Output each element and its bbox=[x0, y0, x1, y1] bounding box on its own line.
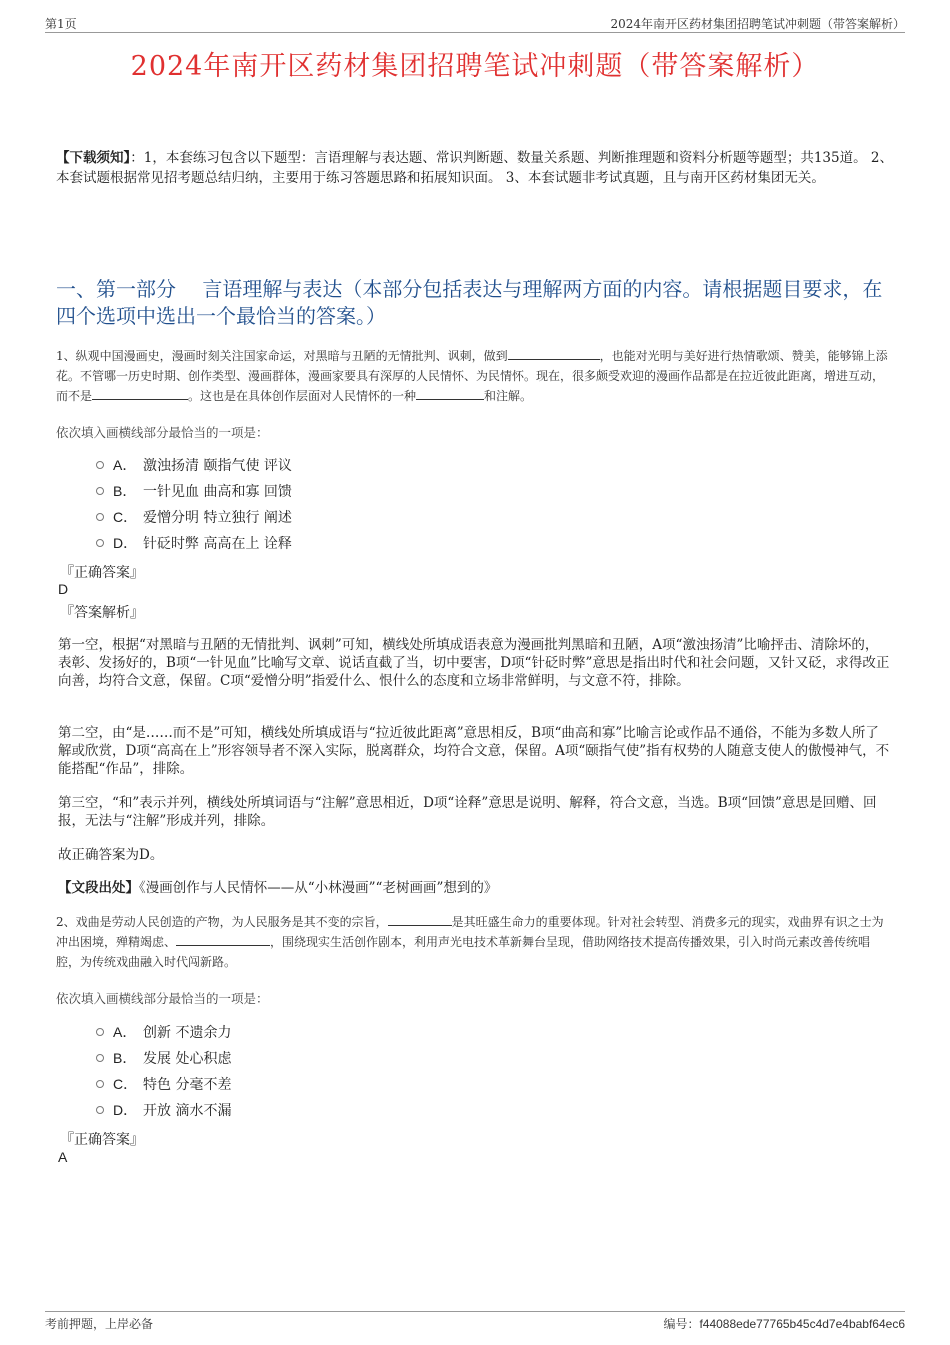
q1-answer: D bbox=[58, 581, 69, 597]
q1-source-label: 【文段出处】 bbox=[58, 880, 139, 896]
radio-icon[interactable] bbox=[96, 539, 104, 547]
q1-blank-3 bbox=[416, 387, 484, 400]
q1-blank-1 bbox=[508, 347, 600, 360]
q1-source bbox=[58, 879, 890, 897]
question-1-stem bbox=[56, 346, 890, 406]
header-doc-name: 2024年南开区药材集团招聘笔试冲刺题（带答案解析） bbox=[610, 17, 905, 31]
q1-text-part1: 1、纵观中国漫画史，漫画时刻关注国家命运，对黑暗与丑陋的无情批判、讽刺，做到 bbox=[56, 349, 508, 363]
q2-option-a[interactable]: A． 创新 不遗余力 bbox=[96, 1019, 231, 1045]
radio-icon[interactable] bbox=[96, 461, 104, 469]
q1-blank-2 bbox=[92, 387, 188, 400]
q2-options bbox=[96, 1019, 231, 1123]
radio-icon[interactable] bbox=[96, 1054, 104, 1062]
section-title: 一、第一部分 言语理解与表达（本部分包括表达与理解两方面的内容。请根据题目要求，在四个选项中选出一个最恰当的答案。） bbox=[56, 277, 883, 328]
q1-analysis-tag: 『答案解析』 bbox=[60, 605, 144, 621]
q1-analysis-conclusion: 故正确答案为D。 bbox=[58, 847, 164, 863]
q1-prompt: 依次填入画横线部分最恰当的一项是： bbox=[56, 425, 269, 440]
q1-text-part3: 。这也是在具体创作层面对人民情怀的一种 bbox=[188, 389, 417, 403]
q2-option-c[interactable]: C． 特色 分毫不差 bbox=[96, 1071, 231, 1097]
page-number: 第1页 bbox=[45, 17, 77, 31]
radio-icon[interactable] bbox=[96, 1028, 104, 1036]
q1-option-c[interactable]: C． 爱憎分明 特立独行 阐述 bbox=[96, 504, 292, 530]
q1-text-part2: ，也能对光明与美好进行热情歌颂、赞美，能够锦上添花。不管哪一历史时期、创作类型、漫画群体，漫画家要具有深厚的人民情怀、为民情怀。现在，很多颇受欢迎的漫画作品都是在拉近彼此距离，增进互动，而不是 bbox=[56, 349, 888, 403]
q2-option-b[interactable]: B． 发展 处心积虑 bbox=[96, 1045, 231, 1071]
radio-icon[interactable] bbox=[96, 1080, 104, 1088]
q1-options bbox=[96, 452, 292, 556]
notice-text: ：1，本套练习包含以下题型：言语理解与表达题、常识判断题、数量关系题、判断推理题和资料分析题等题型；共135道。 2、本套试题根据常见招考题总结归纳，主要用于练习答题思路和拓展知识面。 3、本套试题非考试真题，且与南开区药材集团无关。 bbox=[56, 150, 893, 186]
q2-text-part3: ，围绕现实生活创作剧本，利用声光电技术革新舞台呈现，借助网络技术提高传播效果，引入时尚元素改善传统唱腔，为传统戏曲融入时代闯新路。 bbox=[56, 935, 871, 969]
q2-text-part2: 是其旺盛生命力的重要体现。针对社会转型、消费多元的现实，戏曲界有识之士为冲出困境，殚精竭虑、 bbox=[56, 915, 884, 949]
document-title: 2024年南开区药材集团招聘笔试冲刺题（带答案解析） bbox=[130, 51, 820, 82]
q1-option-b[interactable]: B． 一针见血 曲高和寡 回馈 bbox=[96, 478, 292, 504]
q2-prompt: 依次填入画横线部分最恰当的一项是： bbox=[56, 991, 269, 1006]
notice-label: 【下载须知】 bbox=[56, 150, 131, 166]
q1-analysis-para-1: 第一空，根据“对黑暗与丑陋的无情批判、讽刺”可知，横线处所填成语表意为漫画批判黑暗和丑陋，A项“激浊扬清”比喻抨击、清除坏的，表彰、发扬好的，B项“一针见血”比喻写文章、说话直截了当，切中要害，D项“针砭时弊”意思是指出时代和社会问题，又针又砭，求得改正向善，均符合文意，保留。C项“爱憎分明”指爱什么、恨什么的态度和立场非常鲜明，与文意不符，排除。 bbox=[58, 637, 890, 689]
q1-analysis-para-3: 第三空，“和”表示并列，横线处所填词语与“注解”意思相近，D项“诠释”意思是说明、解释，符合文意，当选。B项“回馈”意思是回赠、回报，无法与“注解”形成并列，排除。 bbox=[58, 795, 877, 829]
q2-answer: A bbox=[58, 1149, 68, 1165]
radio-icon[interactable] bbox=[96, 487, 104, 495]
q1-source-text: 《漫画创作与人民情怀——从“小林漫画”“老树画画”想到的》 bbox=[139, 880, 498, 896]
download-notice bbox=[56, 148, 898, 188]
q2-blank-1 bbox=[388, 913, 452, 926]
question-2-stem bbox=[56, 912, 890, 972]
footer-slogan: 考前押题，上岸必备 bbox=[45, 1317, 154, 1331]
q1-answer-tag: 『正确答案』 bbox=[60, 565, 144, 581]
q2-text-part1: 2、戏曲是劳动人民创造的产物，为人民服务是其不变的宗旨， bbox=[56, 915, 388, 929]
page-header bbox=[45, 14, 905, 33]
q2-option-d[interactable]: D． 开放 滴水不漏 bbox=[96, 1097, 231, 1123]
q1-text-part4: 和注解。 bbox=[484, 389, 533, 403]
footer-code: 编号：f44088ede77765b45c4d7e4babf64ec6 bbox=[663, 1317, 905, 1331]
q1-option-d[interactable]: D． 针砭时弊 高高在上 诠释 bbox=[96, 530, 292, 556]
q1-option-a[interactable]: A． 激浊扬清 颐指气使 评议 bbox=[96, 452, 292, 478]
q2-answer-tag: 『正确答案』 bbox=[60, 1132, 144, 1148]
page-footer bbox=[45, 1311, 905, 1332]
q1-analysis-para-2: 第二空，由“是……而不是”可知，横线处所填成语与“拉近彼此距离”意思相反，B项“曲高和寡”比喻言论或作品不通俗，不能为多数人所了解或欣赏，D项“高高在上”形容领导者不深入实际，脱离群众，均符合文意，保留。A项“颐指气使”指有权势的人随意支使人的傲慢神气，不能搭配“作品”，排除。 bbox=[58, 725, 890, 777]
radio-icon[interactable] bbox=[96, 1106, 104, 1114]
radio-icon[interactable] bbox=[96, 513, 104, 521]
q2-blank-2 bbox=[176, 933, 270, 946]
